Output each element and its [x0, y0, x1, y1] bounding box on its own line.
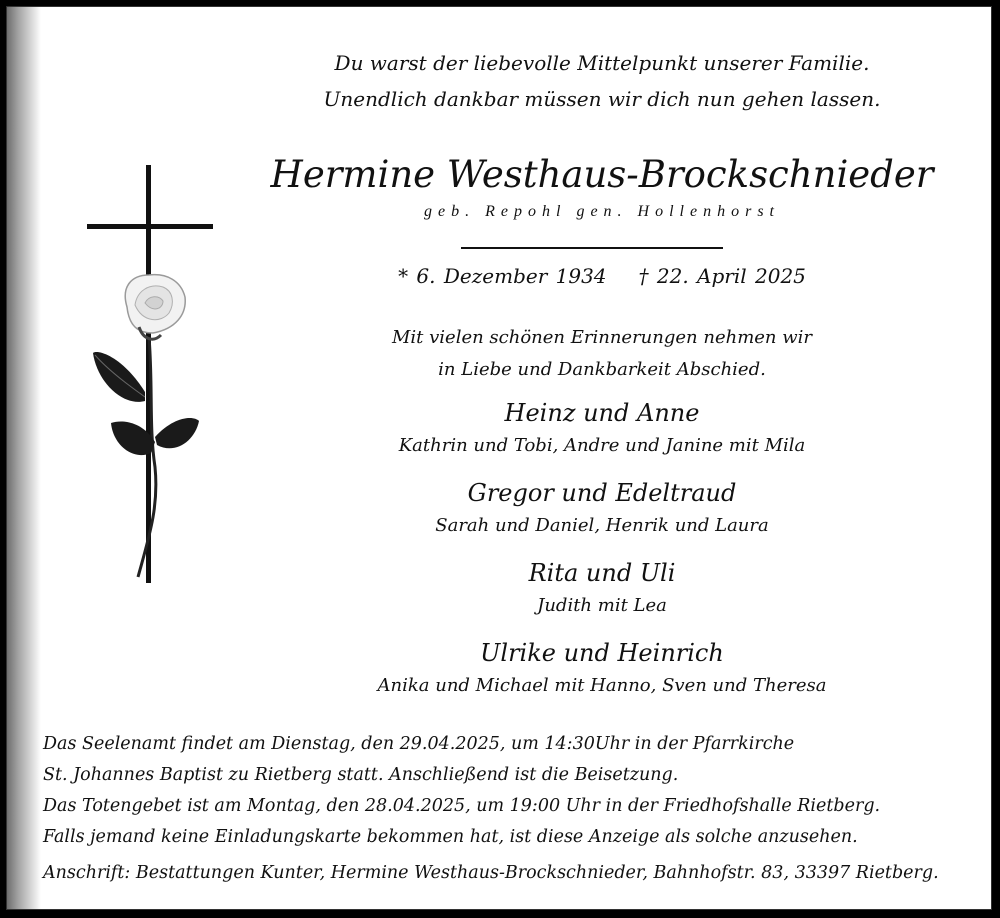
family-couple-2: Gregor und Edeltraud: [467, 479, 737, 507]
death-date: † 22. April 2025: [638, 264, 806, 288]
divider-line: [461, 247, 723, 249]
family-children-1: Kathrin und Tobi, Andre und Janine mit Mila: [398, 435, 806, 456]
address-line: Anschrift: Bestattungen Kunter, Hermine Westhaus-Brockschnieder, Bahnhofstr. 83, 33397 Rietberg.: [43, 863, 939, 883]
note-line-1: Das Seelenamt findet am Dienstag, den 29.04.2025, um 14:30Uhr in der Pfarrkirche: [43, 734, 795, 754]
family-couple-3: Rita und Uli: [528, 559, 676, 587]
family-couple-4: Ulrike und Heinrich: [480, 639, 724, 667]
life-dates: [237, 264, 967, 288]
birth-date: * 6. Dezember 1934: [398, 264, 607, 288]
farewell-line-2: in Liebe und Dankbarkeit Abschied.: [438, 359, 766, 380]
birth-name: geb. Repohl gen. Hollenhorst: [424, 203, 780, 220]
note-line-2: St. Johannes Baptist zu Rietberg statt. Anschließend ist die Beisetzung.: [43, 765, 679, 785]
family-couple-1: Heinz und Anne: [504, 399, 700, 427]
deceased-name: Hermine Westhaus-Brockschnieder: [270, 153, 934, 196]
farewell-line-1: Mit vielen schönen Erinnerungen nehmen wir: [391, 327, 812, 348]
note-line-4: Falls jemand keine Einladungskarte bekommen hat, ist diese Anzeige als solche anzusehen.: [43, 827, 858, 847]
obituary-notice: [6, 6, 992, 910]
intro-line-2: Unendlich dankbar müssen wir dich nun gehen lassen.: [323, 87, 881, 111]
family-children-3: Judith mit Lea: [537, 595, 667, 616]
intro-line-1: Du warst der liebevolle Mittelpunkt unserer Familie.: [334, 51, 870, 75]
family-children-4: Anika und Michael mit Hanno, Sven und Theresa: [377, 675, 827, 696]
cross-with-rose-icon: [83, 157, 223, 587]
left-shadow: [7, 7, 41, 909]
family-children-2: Sarah und Daniel, Henrik und Laura: [435, 515, 769, 536]
note-line-3: Das Totengebet ist am Montag, den 28.04.2025, um 19:00 Uhr in der Friedhofshalle Rietberg.: [43, 796, 881, 816]
